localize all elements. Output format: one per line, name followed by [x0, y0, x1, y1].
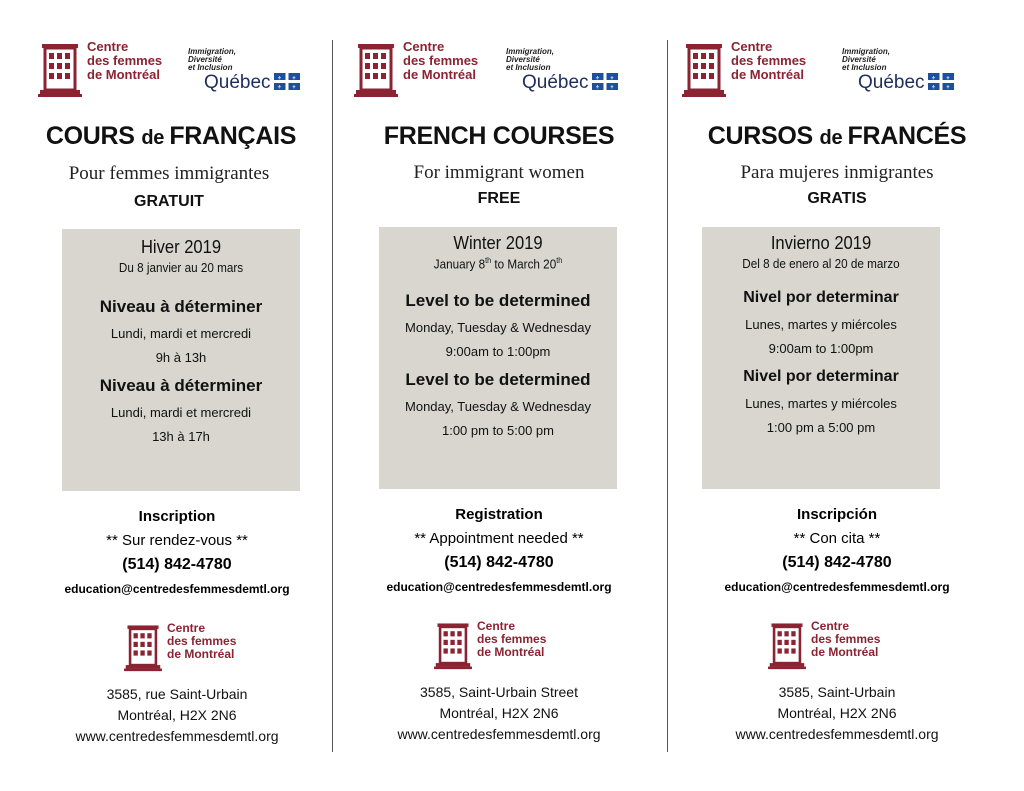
centre-femmes-wordmark: Centre des femmes de Montréal [403, 39, 479, 82]
quebec-logo [842, 48, 954, 92]
quebec-logo [506, 48, 618, 92]
centre-femmes-logo [38, 40, 162, 98]
centre-femmes-logo [354, 40, 478, 98]
class-days: Monday, Tuesday & Wednesday [405, 399, 591, 415]
session-season: Hiver 2019 [140, 237, 222, 257]
column-french [10, 0, 340, 791]
level-heading: Level to be determined [405, 291, 591, 311]
header-logos [334, 38, 664, 106]
course-title: CURSOS de FRANCÉS [707, 122, 967, 150]
quebec-wordmark: Québec [204, 72, 271, 93]
quebec-wordmark: Québec [522, 72, 589, 93]
building-icon [682, 40, 726, 98]
ministry-tagline: Immigration, Diversité et Inclusion [506, 47, 555, 72]
column-divider [667, 40, 668, 752]
city-postal: Montréal, H2X 2N6 [117, 707, 237, 723]
course-title: FRENCH COURSES [383, 122, 615, 150]
svg-text:⚜: ⚜ [930, 84, 936, 90]
registration-note: ** Appointment needed ** [414, 530, 584, 547]
svg-text:⚜: ⚜ [945, 84, 950, 90]
registration-title: Inscription [138, 508, 216, 525]
centre-femmes-wordmark: Centre des femmes de Montréal [811, 619, 881, 659]
city-postal: Montréal, H2X 2N6 [777, 705, 897, 721]
course-subtitle: For immigrant women [413, 162, 585, 183]
address-block [334, 682, 664, 745]
building-icon [38, 40, 82, 98]
course-subtitle: Pour femmes immigrantes [68, 163, 270, 184]
city-postal: Montréal, H2X 2N6 [439, 705, 559, 721]
ministry-tagline: Immigration, Diversité et Inclusion [188, 47, 237, 72]
centre-femmes-wordmark: Centre des femmes de Montréal [477, 619, 547, 659]
registration-note: ** Sur rendez-vous ** [106, 532, 248, 549]
website-link[interactable]: www.centredesfemmesdemtl.org [75, 728, 279, 744]
email-link[interactable]: education@centredesfemmesdemtl.org [64, 582, 290, 596]
centre-femmes-wordmark: Centre des femmes de Montréal [731, 39, 807, 82]
website-link[interactable]: www.centredesfemmesdemtl.org [735, 726, 939, 742]
session-season: Invierno 2019 [770, 233, 872, 253]
free-label: FREE [477, 190, 521, 207]
column-spanish [670, 0, 1000, 791]
class-days: Lunes, martes y miércoles [745, 317, 897, 332]
session-dates: Du 8 janvier au 20 mars [118, 260, 244, 275]
quebec-flag-icon [592, 73, 618, 90]
centre-femmes-wordmark: Centre des femmes de Montréal [87, 39, 163, 82]
phone-number[interactable]: (514) 842-4780 [444, 554, 554, 571]
street-address: 3585, Saint-Urbain Street [420, 684, 578, 700]
level-heading: Level to be determined [405, 370, 591, 390]
phone-number[interactable]: (514) 842-4780 [122, 556, 232, 573]
building-icon [124, 622, 162, 672]
registration-title: Inscripción [796, 506, 878, 523]
class-days: Lundi, mardi et mercredi [110, 405, 252, 420]
svg-text:⚜: ⚜ [945, 75, 950, 82]
centre-femmes-logo-footer [124, 622, 236, 672]
registration-title: Registration [455, 506, 543, 523]
svg-text:⚜: ⚜ [276, 75, 282, 82]
address-block [12, 684, 342, 747]
session-dates: January 8th to March 20th [433, 256, 563, 272]
schedule-box [62, 229, 300, 491]
registration-note: ** Con cita ** [793, 530, 881, 547]
class-hours: 13h à 17h [152, 429, 210, 444]
svg-text:⚜: ⚜ [609, 84, 614, 90]
building-icon [434, 620, 472, 670]
column-english [334, 0, 664, 791]
centre-femmes-logo-footer [434, 620, 546, 670]
class-days: Monday, Tuesday & Wednesday [405, 320, 591, 336]
svg-text:⚜: ⚜ [291, 75, 296, 82]
class-hours: 1:00 pm to 5:00 pm [441, 423, 554, 439]
class-hours: 1:00 pm a 5:00 pm [766, 420, 876, 435]
svg-text:⚜: ⚜ [594, 75, 600, 82]
course-subtitle: Para mujeres inmigrantes [740, 162, 934, 183]
centre-femmes-logo [682, 40, 806, 98]
class-hours: 9h à 13h [155, 350, 207, 365]
phone-number[interactable]: (514) 842-4780 [782, 554, 892, 571]
quebec-flag-icon [274, 73, 300, 90]
schedule-box [702, 227, 940, 489]
free-label: GRATIS [807, 190, 867, 207]
ministry-tagline: Immigration, Diversité et Inclusion [842, 47, 891, 72]
building-icon [354, 40, 398, 98]
level-heading: Nivel por determinar [743, 289, 899, 306]
street-address: 3585, Saint-Urbain [778, 684, 896, 700]
header-logos [10, 38, 340, 106]
class-days: Lundi, mardi et mercredi [110, 326, 252, 341]
course-title: COURS de FRANÇAIS [45, 122, 297, 150]
quebec-wordmark: Québec [858, 72, 925, 93]
street-address: 3585, rue Saint-Urbain [106, 686, 248, 702]
class-hours: 9:00am to 1:00pm [445, 344, 551, 360]
svg-text:⚜: ⚜ [609, 75, 614, 82]
building-icon [768, 620, 806, 670]
centre-femmes-logo-footer [768, 620, 880, 670]
quebec-flag-icon [928, 73, 954, 90]
email-link[interactable]: education@centredesfemmesdemtl.org [724, 580, 950, 594]
free-label: GRATUIT [134, 193, 204, 210]
session-season: Winter 2019 [453, 233, 543, 253]
schedule-box [379, 227, 617, 489]
svg-text:⚜: ⚜ [594, 84, 600, 90]
svg-text:⚜: ⚜ [291, 84, 296, 90]
website-link[interactable]: www.centredesfemmesdemtl.org [397, 726, 601, 742]
class-days: Lunes, martes y miércoles [745, 396, 897, 411]
class-hours: 9:00am to 1:00pm [768, 341, 874, 356]
header-logos [670, 38, 1000, 106]
level-heading: Niveau à déterminer [99, 376, 263, 395]
svg-text:⚜: ⚜ [276, 84, 282, 90]
session-dates: Del 8 de enero al 20 de marzo [742, 256, 900, 271]
level-heading: Niveau à déterminer [99, 297, 263, 316]
level-heading: Nivel por determinar [743, 368, 899, 385]
quebec-logo [188, 48, 300, 92]
address-block [672, 682, 1002, 745]
centre-femmes-wordmark: Centre des femmes de Montréal [167, 621, 237, 661]
email-link[interactable]: education@centredesfemmesdemtl.org [386, 580, 612, 594]
svg-text:⚜: ⚜ [930, 75, 936, 82]
